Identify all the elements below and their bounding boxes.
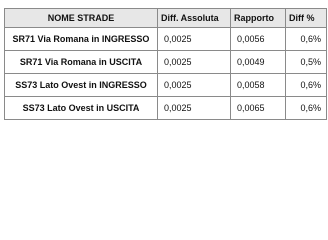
diff-assoluta-cell: 0,0025 [158, 51, 231, 74]
comparison-table [4, 8, 327, 120]
header-diff-assoluta: Diff. Assoluta [158, 9, 231, 28]
diff-assoluta-cell: 0,0025 [158, 74, 231, 97]
header-rapporto: Rapporto [231, 9, 286, 28]
table-row [5, 97, 327, 120]
road-name-cell: SS73 Lato Ovest in USCITA [5, 97, 158, 120]
road-name-cell: SR71 Via Romana in USCITA [5, 51, 158, 74]
rapporto-cell: 0,0049 [231, 51, 286, 74]
table-row [5, 28, 327, 51]
diff-percent-cell: 0,6% [286, 74, 327, 97]
diff-percent-cell: 0,5% [286, 51, 327, 74]
diff-percent-cell: 0,6% [286, 28, 327, 51]
comparison-table-container [4, 8, 326, 120]
table-header-row [5, 9, 327, 28]
diff-assoluta-cell: 0,0025 [158, 28, 231, 51]
header-nome-strade: NOME STRADE [5, 9, 158, 28]
header-diff-percent: Diff % [286, 9, 327, 28]
diff-assoluta-cell: 0,0025 [158, 97, 231, 120]
diff-percent-cell: 0,6% [286, 97, 327, 120]
table-row [5, 74, 327, 97]
rapporto-cell: 0,0058 [231, 74, 286, 97]
road-name-cell: SR71 Via Romana in INGRESSO [5, 28, 158, 51]
road-name-cell: SS73 Lato Ovest in INGRESSO [5, 74, 158, 97]
rapporto-cell: 0,0056 [231, 28, 286, 51]
table-row [5, 51, 327, 74]
rapporto-cell: 0,0065 [231, 97, 286, 120]
